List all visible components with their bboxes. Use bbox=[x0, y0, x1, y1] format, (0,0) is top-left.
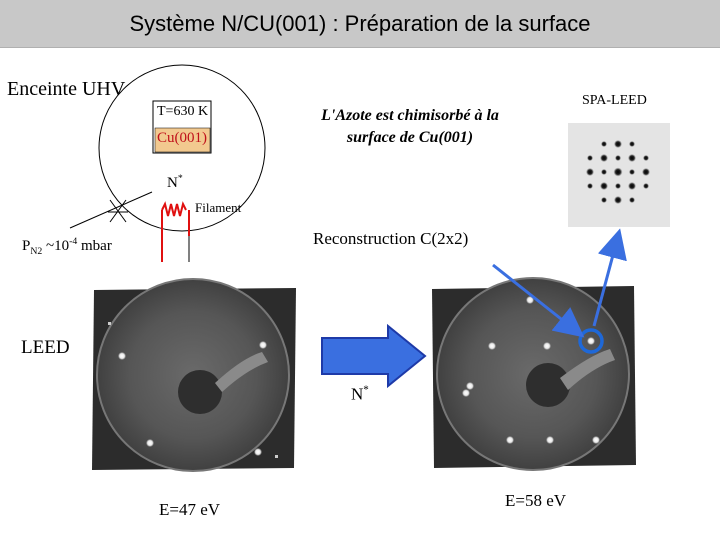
leed-spot bbox=[146, 439, 154, 447]
leed-image-left bbox=[92, 279, 296, 471]
right-arrow-icon bbox=[322, 326, 425, 386]
leed-spot bbox=[543, 342, 551, 350]
filament-coil-icon bbox=[162, 204, 189, 262]
spa-leed-spot bbox=[614, 140, 622, 148]
spa-leed-spot bbox=[614, 196, 622, 204]
nitrogen-ion-sup: * bbox=[177, 173, 183, 184]
nitrogen-ion-text: N bbox=[167, 175, 178, 191]
spa-leed-spot bbox=[600, 182, 608, 190]
spa-leed-spot bbox=[615, 155, 621, 161]
chemisorption-note: L'Azote est chimisorbé à la surface de Cu(001) bbox=[321, 107, 499, 146]
pressure-exp: -4 bbox=[69, 236, 78, 247]
spa-leed-spot bbox=[629, 169, 635, 175]
spa-leed-spot bbox=[629, 141, 635, 147]
leed-spot bbox=[118, 352, 126, 360]
leed-spot bbox=[462, 389, 470, 397]
process-label-sup: * bbox=[363, 384, 369, 396]
spa-leed-label: SPA-LEED bbox=[582, 93, 647, 108]
spa-leed-spot bbox=[615, 183, 621, 189]
spa-leed-spot bbox=[629, 197, 635, 203]
spa-leed-spot bbox=[628, 182, 636, 190]
leed-spot bbox=[506, 436, 514, 444]
slide-title: Système N/CU(001) : Préparation de la surface bbox=[129, 10, 591, 36]
sample-label: Cu(001) bbox=[157, 130, 207, 146]
spa-leed-spot bbox=[642, 168, 650, 176]
right-energy-label: E=58 eV bbox=[505, 491, 567, 510]
spa-leed-spot bbox=[587, 155, 593, 161]
spa-leed-spot bbox=[643, 155, 649, 161]
nitrogen-ion-label bbox=[167, 173, 183, 192]
leed-spot bbox=[259, 341, 267, 349]
chamber-label: Enceinte UHV bbox=[7, 78, 126, 100]
process-label-text: N bbox=[351, 384, 364, 404]
temperature-label: T=630 K bbox=[157, 104, 209, 119]
left-energy-label: E=47 eV bbox=[159, 500, 221, 519]
spa-leed-spot bbox=[628, 154, 636, 162]
pressure-prefix: P bbox=[22, 238, 31, 254]
leed-spot bbox=[466, 382, 474, 390]
leed-spot bbox=[546, 436, 554, 444]
spa-leed-spot bbox=[601, 169, 607, 175]
spa-leed-spot bbox=[601, 141, 607, 147]
spa-leed-spot bbox=[587, 183, 593, 189]
spa-leed-spot bbox=[601, 197, 607, 203]
leed-spot bbox=[254, 448, 262, 456]
pressure-label bbox=[22, 236, 112, 257]
leed-image-right bbox=[432, 278, 636, 470]
pressure-sub: N2 bbox=[30, 246, 43, 257]
leed-label: LEED bbox=[21, 337, 70, 358]
spa-leed-spot bbox=[586, 168, 594, 176]
spa-leed-spot bbox=[614, 168, 623, 177]
leed-spot bbox=[587, 337, 595, 345]
spa-leed-spot bbox=[600, 154, 608, 162]
spa-leed-pattern bbox=[568, 123, 670, 227]
leed-spot bbox=[592, 436, 600, 444]
pressure-unit: mbar bbox=[77, 238, 112, 254]
leed-spot bbox=[488, 342, 496, 350]
filament-label: Filament bbox=[195, 200, 242, 215]
spa-leed-spot bbox=[643, 183, 649, 189]
reconstruction-label: Reconstruction C(2x2) bbox=[313, 229, 469, 248]
gas-inlet-cross-icon bbox=[70, 192, 152, 228]
pressure-mid: ~10 bbox=[42, 238, 70, 254]
process-label bbox=[351, 384, 369, 405]
